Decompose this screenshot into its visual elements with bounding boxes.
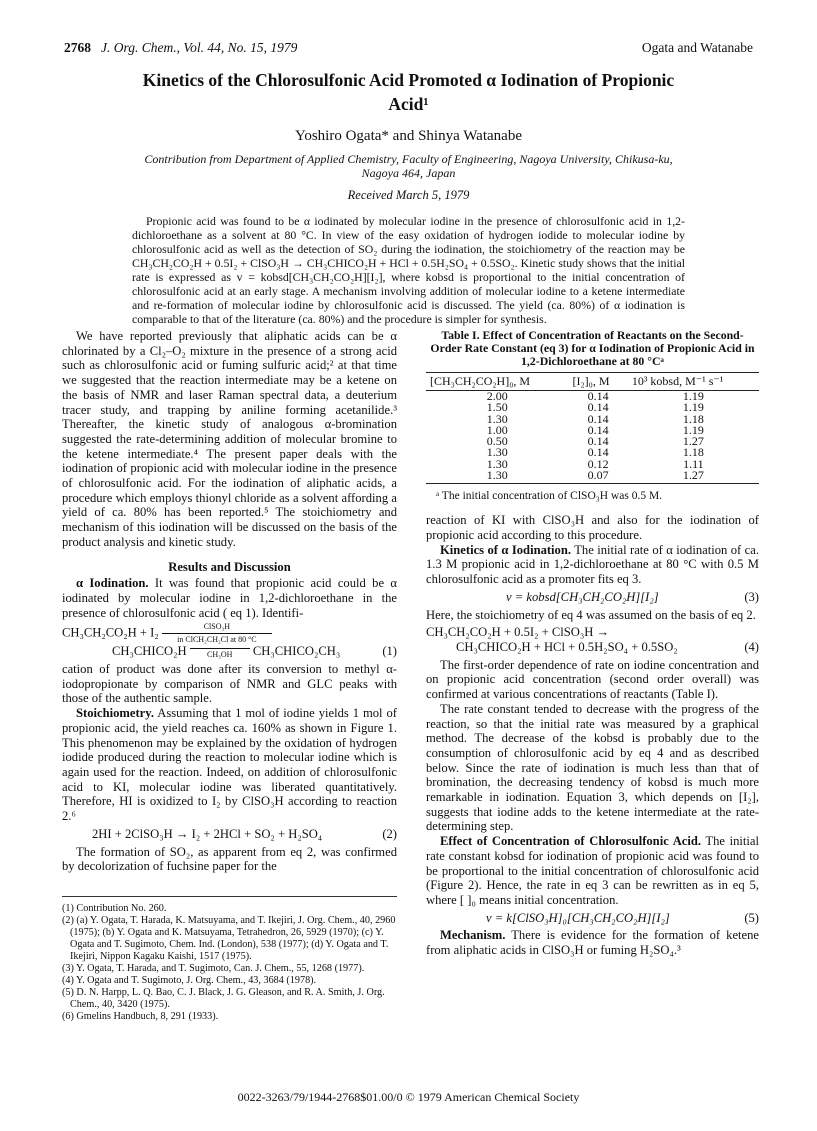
mechanism-paragraph [426, 928, 759, 957]
eq1-line1 [62, 623, 397, 644]
identification-paragraph: cation of product was done after its conversion to methyl α-iodopropionate by comparison of NMR and GLC peaks with those of the authentic sample. [62, 662, 397, 706]
footnote: (3) Y. Ogata, T. Harada, and T. Sugimoto, Can. J. Chem., 55, 1268 (1977). [62, 963, 365, 974]
column-header: 10³ kobsd, M⁻¹ s⁻¹ [628, 373, 759, 391]
table-cell: 1.30 [486, 411, 508, 426]
equation-2 [62, 827, 397, 842]
iodination-text: It was found that propionic acid could be α iodinated by molecular iodine in 1,2-dichloroethane in the presence of chlorosulfonic acid ( eq 1). Identifi- [62, 576, 397, 620]
stoichiometry-text: Assuming that 1 mol of iodine yields 1 mol of propionic acid, the yield reaches ca. 160% as shown in Figure 1. This phenomenon may be explained by the oxidation of hydrogen iodide produced during the reaction to molecular iodine which is again used for the reaction. Indeed, on addition of chlorosulfonic acid to KI, molecular iodine was liberated quantitatively. Therefore, HI is oxidized to I₂ by ClSO₃H according to reaction 2.⁶ [62, 706, 397, 824]
table-cell: 0.07 [568, 470, 627, 484]
affiliation: Contribution from Department of Applied Chemistry, Faculty of Engineering, Nagoya University, Chikusa-ku, Nagoya 464, Japan [144, 152, 673, 180]
table-1 [426, 329, 759, 503]
effect-text: The initial rate constant kobsd for iodination of propionic acid was found to be proportional to the initial concentration of chlorosulfonic acid (Figure 2). Hence, the rate in eq 3 can be rewritten as in eq 5, where [ ]₀ means initial concentration. [426, 834, 759, 907]
eq1-intermediate: CH₃CHICO₂H [112, 644, 187, 659]
table-cell: 1.11 [683, 456, 704, 471]
footnotes [62, 896, 397, 1023]
effect-paragraph [426, 834, 759, 908]
table-caption: Table I. Effect of Concentration of Reactants on the Second-Order Rate Constant (eq 3) for α Iodination of Propionic Acid in 1,2-Dichloroethane at 80 °Cᵃ [430, 328, 755, 368]
table-cell: 0.50 [486, 434, 508, 449]
iodination-paragraph [62, 576, 397, 620]
continued-paragraph: reaction of KI with ClSO₃H and also for the iodination of propionic acid according to this procedure. [426, 513, 759, 543]
table-footnote: ᵃ The initial concentration of ClSO₃H was 0.5 M. [436, 490, 663, 503]
first-order-paragraph: The first-order dependence of rate on iodine concentration and on propionic acid concentration (second order overall) was confirmed at various concentrations of reactants (Table I). [426, 657, 759, 702]
table-cell: 1.50 [486, 400, 508, 415]
table-cell: 0.14 [587, 445, 609, 460]
footnote: (4) Y. Ogata and T. Sugimoto, J. Org. Chem., 43, 3684 (1978). [62, 975, 317, 986]
rate-constant-paragraph: The rate constant tended to decrease with the progress of the reaction, so that the initial rate was measured by a graphical method. The decrease of the kobsd is probably due to the consumption of chlorosulfonic acid by eq 4 and as described below. Since the rate of iodination is much less than that of bromination, the decreasing tendency of kobsd is much more remarkable in iodination. Equation 3, which depends on [I₂], suggests that iodine adds to the ketene intermediate at the rate-determining step. [426, 701, 759, 834]
eq1-arrow-2 [190, 646, 250, 659]
table-cell: 0.14 [587, 434, 609, 449]
eq1-reactants: CH₃CH₂CO₂H + I₂ [62, 625, 159, 640]
author-list: Yoshiro Ogata* and Shinya Watanabe [295, 128, 522, 144]
eq4-line1: CH₃CH₂CO₂H + 0.5I₂ + ClSO₃H → [426, 625, 610, 640]
right-column [426, 329, 759, 958]
received-date: Received March 5, 1979 [347, 188, 470, 202]
abstract: Propionic acid was found to be α iodinated by molecular iodine in the presence of chlorosulfonic acid in 1,2-dichloroethane as a solvent at 80 °C. In view of the easy oxidation of hydrogen iodide to molecular iodine by chlorosulfonic acid as well as the detection of SO₂ during the iodination, the stoichiometry of the reaction may be CH₃CH₂CO₂H + 0.5I₂ + ClSO₃H → CH₃CHICO₂H + HCl + 0.5H₂SO₄ + 0.5SO₂. Kinetic study shows that the initial rate is expressed as v = kobsd[CH₃CH₂CO₂H][I₂], where kobsd is proportional to the initial concentration of chlorosulfonic acid at an early stage. A mechanism involving addition of molecular iodine to a ketene intermediate and re-formation of molecular iodine by chlorosulfonic acid is discussed. The yield (ca. 80%) of α iodination is comparable to that of the literature (ca. 80%) and the procedure is simpler for synthesis. [132, 214, 685, 326]
table-cell: 1.18 [682, 445, 704, 460]
table-cell: 1.27 [682, 434, 704, 449]
eq1-reagent: ClSO₃H [203, 622, 231, 632]
table-cell: 1.00 [486, 422, 508, 437]
eq3-number: (3) [744, 589, 759, 604]
table-cell: 1.19 [682, 389, 704, 403]
eq5-body: v = k[ClSO₃H]₀[CH₃CH₂CO₂H][I₂] [486, 910, 670, 925]
table-cell: 0.14 [587, 389, 609, 403]
running-head-left [64, 40, 297, 58]
table-cell: 2.00 [486, 389, 508, 403]
eq1-product: CH₃CHICO₂CH₃ [252, 644, 341, 659]
table-cell: 0.14 [587, 400, 609, 415]
running-head [64, 40, 753, 58]
kinetics-paragraph [426, 543, 759, 587]
footnote: (5) D. N. Harpp, L. Q. Bao, C. J. Black, J. G. Gleason, and R. A. Smith, J. Org. Chem., 40, 3420 (1975). [62, 987, 385, 1010]
copyright-line: 0022-3263/79/1944-2768$01.00/0 © 1979 American Chemical Society [237, 1090, 580, 1104]
footnote: (1) Contribution No. 260. [62, 903, 167, 914]
equation-5 [426, 911, 759, 926]
page-number: 2768 [64, 40, 91, 55]
eq1-methanol: CH₃OH [206, 649, 233, 659]
journal-citation: J. Org. Chem., Vol. 44, No. 15, 1979 [101, 40, 298, 55]
column-header: [I₂]₀, M [568, 373, 627, 391]
eq2-number: (2) [382, 826, 397, 841]
eq4-number: (4) [744, 640, 759, 654]
table-cell: 1.30 [486, 445, 508, 460]
table-cell: 1.19 [682, 400, 704, 415]
table-cell: 1.30 [486, 456, 508, 471]
section-heading: Results and Discussion [168, 559, 291, 574]
table-row [426, 470, 759, 484]
table-cell: 1.30 [426, 470, 568, 484]
column-header: [CH₃CH₂CO₂H]₀, M [426, 373, 568, 391]
stoich-basis-paragraph: Here, the stoichiometry of eq 4 was assumed on the basis of eq 2. [426, 607, 756, 622]
eq4-line2 [426, 640, 759, 655]
eq4-products: CH₃CHICO₂H + HCl + 0.5H₂SO₄ + 0.5SO₂ [456, 640, 678, 654]
table-cell: 1.27 [628, 470, 759, 484]
run-in-head-stoichiometry: Stoichiometry. [76, 706, 154, 721]
mechanism-text: There is evidence for the formation of ketene from aliphatic acids in ClSO₃H or fuming H₂SO₄.³ [426, 928, 760, 958]
equation-3 [426, 590, 759, 605]
eq1-number: (1) [382, 644, 397, 659]
run-in-head-effect: Effect of Concentration of Chlorosulfonic Acid. [440, 834, 702, 849]
table-cell: 1.18 [682, 411, 704, 426]
data-table [426, 372, 759, 484]
eq1-conditions: in ClCH₂CH₂Cl at 80 °C [177, 635, 257, 645]
table-cell: 0.12 [587, 456, 609, 471]
footnote: (2) (a) Y. Ogata, T. Harada, K. Matsuyama, and T. Ikejiri, J. Org. Chem., 40, 2960 (1975); (b) Y. Ogata and K. Matsuyama, Tetrahedron, 26, 5929 (1970); (c) Y. Ogata and T. Sugimoto, Chem. Ind. (London), 538 (1977); (d) Y. Ogata and T. Ikejiri, Nippon Kagaku Kaishi, 1517 (1975). [62, 915, 396, 962]
left-column [62, 329, 397, 874]
run-in-head-mechanism: Mechanism. [440, 928, 506, 943]
eq1-arrow [162, 623, 272, 644]
intro-paragraph: We have reported previously that aliphatic acids can be α chlorinated by a Cl₂–O₂ mixture in the presence of a strong acid such as chlorosulfonic acid or fuming sulfuric acid;² at that time we suggested that the reaction intermediate may be a ketene on the basis of NMR and laser Raman spectral data, a deuterium tracer study, and trapping by aniline forming acetanilide.³ Thereafter, the kinetic study of analogous α-bromination suggested the rate-determining addition of molecular bromine to the ketene intermediate.⁴ The present paper deals with the iodination of propionic acid with molecular iodine in the presence of chlorosulfonic acid. For the iodination of aliphatic acids, a procedure which employs thionyl chloride as a solvent affording a yield of ca. 80% has been reported.⁵ The stoichiometry and mechanism of this iodination will be discussed on the basis of the product analysis and kinetic study. [62, 329, 397, 549]
so2-paragraph: The formation of SO₂, as apparent from eq 2, was confirmed by decolorization of fuchsine paper for the [62, 844, 397, 874]
footnote: (6) Gmelins Handbuch, 8, 291 (1933). [62, 1011, 219, 1022]
article-title: Kinetics of the Chlorosulfonic Acid Promoted α Iodination of Propionic Acid¹ [142, 70, 675, 114]
eq5-number: (5) [744, 910, 759, 925]
run-in-head-iodination: α Iodination. [76, 576, 149, 591]
equation-4 [426, 625, 759, 654]
table-cell: 0.14 [587, 422, 609, 437]
running-head-authors: Ogata and Watanabe [641, 40, 753, 55]
eq1-line2 [62, 644, 397, 659]
kinetics-text: The initial rate of α iodination of ca. 1.3 M propionic acid in 1,2-dichloroethane at 80 °C with 0.5 M chlorosulfonic acid as a promoter fits eq 3. [426, 542, 759, 587]
eq2-body: 2HI + 2ClSO₃H → I₂ + 2HCl + SO₂ + H₂SO₄ [92, 826, 323, 841]
run-in-head-kinetics: Kinetics of α Iodination. [440, 542, 572, 557]
table-cell: 0.14 [587, 411, 609, 426]
equation-1 [62, 623, 397, 659]
eq3-body: v = kobsd[CH₃CH₂CO₂H][I₂] [506, 589, 659, 604]
table-cell: 1.19 [682, 422, 704, 437]
stoichiometry-paragraph [62, 706, 397, 824]
